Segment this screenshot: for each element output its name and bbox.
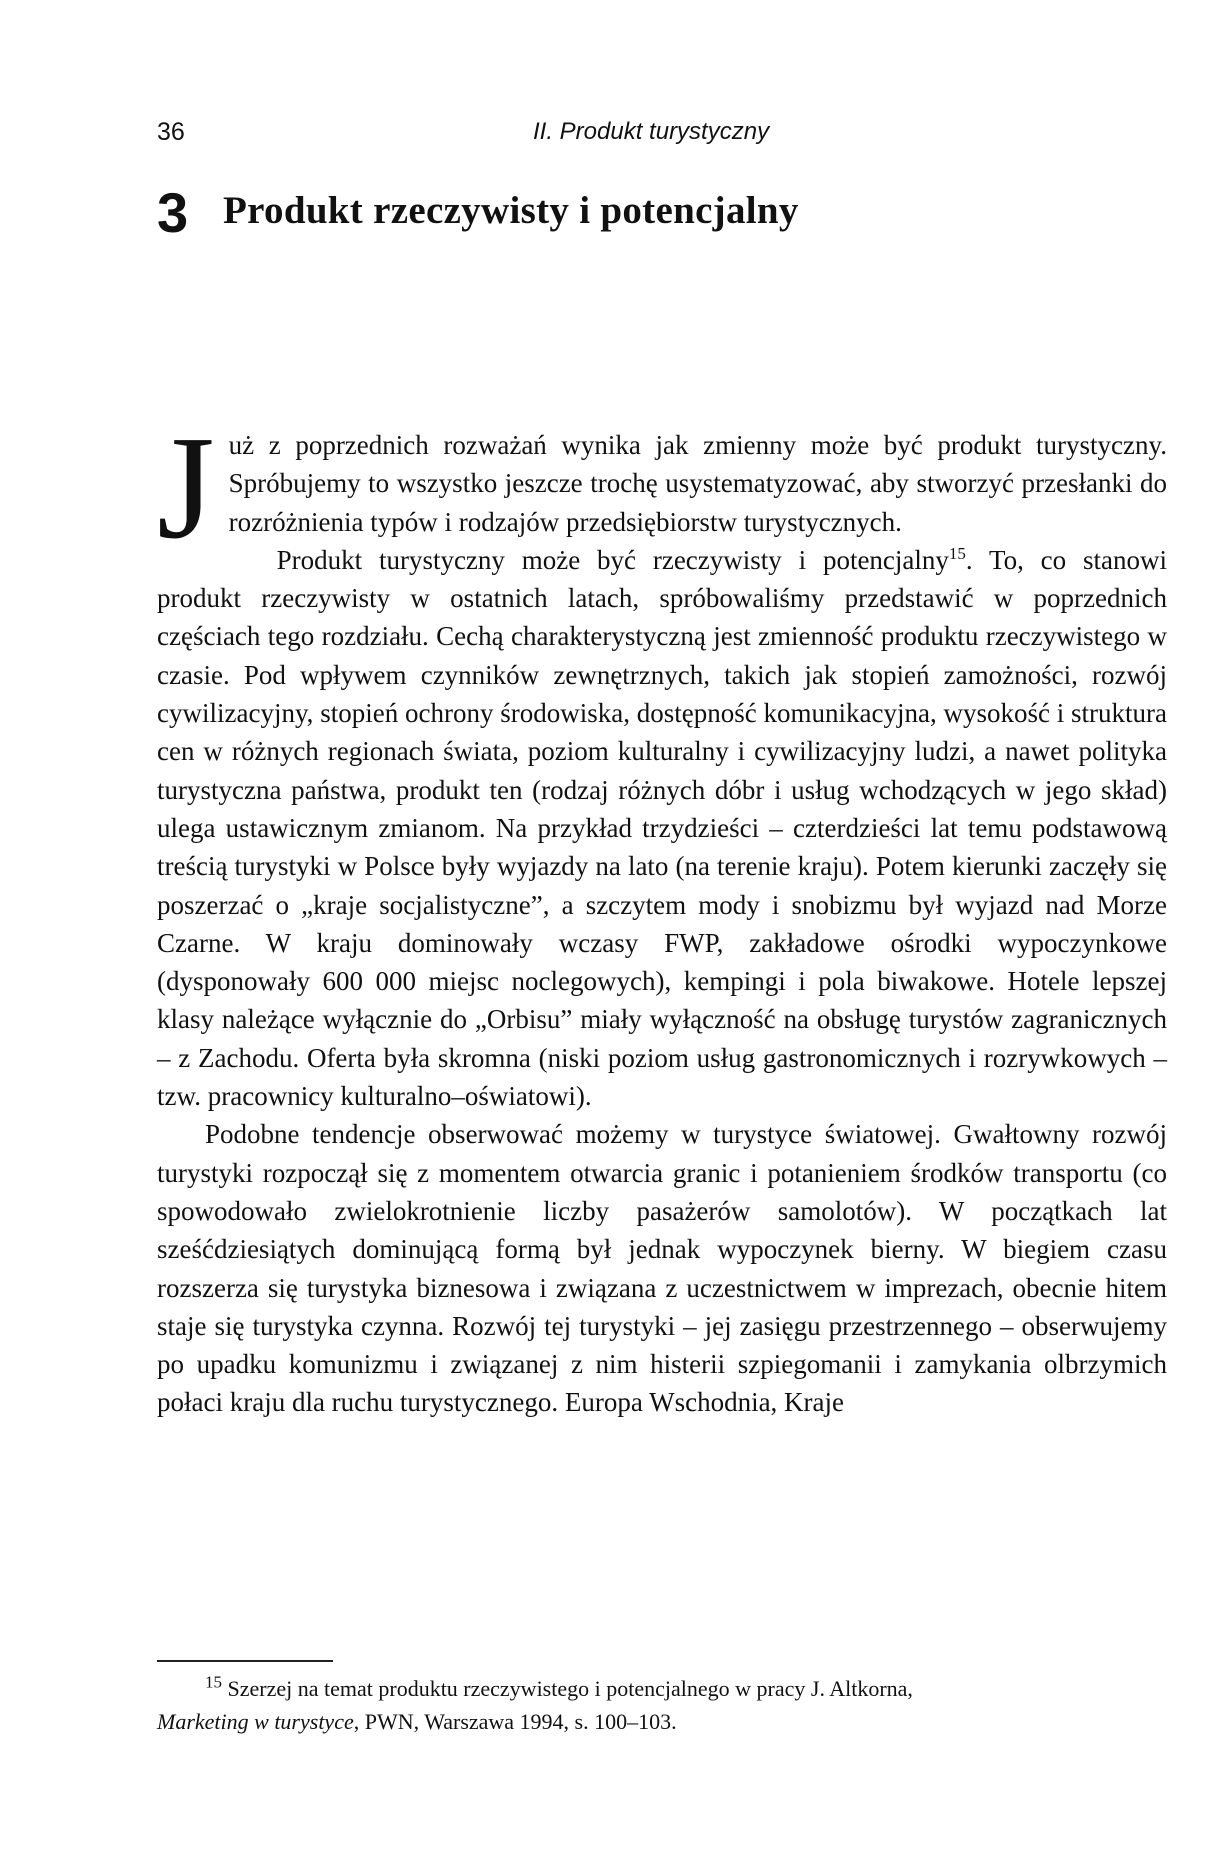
page-number: 36 <box>157 118 185 146</box>
paragraph-product-text: . To, co stanowi produkt rzeczywisty w ostatnich latach, spróbowaliśmy przedstawić w poprzednich częściach tego rozdziału. Cechą charakterystyczną jest zmienność produktu rzeczywistego w czasie. Pod wpływem czynników zewnętrznych, takich jak stopień zamożności, rozwój cywilizacyjny, stopień ochrony środowiska, dostępność komunikacyjna, wysokość i struktura cen w różnych regionach świata, poziom kulturalny i cywilizacyjny ludzi, a nawet polityka turystyczna państwa, produkt ten (rodzaj różnych dóbr i usług wchodzących w jego skład) ulega ustawicznym zmianom. Na przykład trzydzieści – czterdzieści lat temu podstawową treścią turystyki w Polsce były wyjazdy na lato (na terenie kraju). Potem kierunki zaczęły się poszerzać o „kraje socjalistyczne”, a szczytem mody i snobizmu był wyjazd nad Morze Czarne. W kraju dominowały wczasy FWP, zakładowe ośrodki wypoczynkowe (dysponowały 600 000 miejsc noclegowych), kempingi i pola biwakowe. Hotele lepszej klasy należące wyłącznie do „Orbisu” miały wyłączność na obsługę turystów zagranicznych – z Zachodu. Oferta była skromna (niski poziom usług gastronomicznych i rozrywkowych – tzw. pracownicy kulturalno–oświatowi). <box>157 544 1167 1112</box>
footnote-citation-rest: , PWN, Warszawa 1994, s. 100–103. <box>353 1709 677 1734</box>
footnote-ref: 15 <box>948 543 966 563</box>
paragraph-trends: Podobne tendencje obserwować możemy w turystyce światowej. Gwałtowny rozwój turystyki rozpoczął się z momentem otwarcia granic i potanieniem środków transportu (co spowodowało zwielokrotnienie liczby pasażerów samolotów). W początkach lat sześćdziesiątych dominującą formą był jednak wypoczynek bierny. W biegiem czasu rozszerza się turystyka biznesowa i związana z uczestnictwem w imprezach, obecnie hitem staje się turystyka czynna. Rozwój tej turystyki – jej zasięgu przestrzennego – obserwujemy po upadku komunizmu i związanej z nim histerii szpiegomanii i zamykania olbrzymich połaci kraju dla ruchu turystycznego. Europa Wschodnia, Kraje <box>157 1119 1167 1418</box>
footnote-citation <box>157 1705 1167 1738</box>
running-title: II. Produkt turystyczny <box>533 118 770 145</box>
footnote-text: Szerzej na temat produktu rzeczywistego i potencjalnego w pracy J. Altkorna, <box>227 1676 913 1701</box>
running-head <box>157 118 1167 152</box>
chapter-title: Produkt rzeczywisty i potencjalny <box>223 189 799 232</box>
chapter-heading <box>157 183 1167 243</box>
footnote-line <box>157 1672 1167 1705</box>
paragraph-intro-text: uż z poprzednich rozważań wynika jak zmienny może być produkt turystyczny. Spróbujemy to wszystko jeszcze trochę usystematyzować, aby stworzyć przesłanki do rozróżnienia typów i rodzajów przedsiębiorstw turystycznych. <box>228 430 1167 537</box>
drop-cap: J <box>157 406 215 570</box>
paragraph-product-lead: Produkt turystyczny może być rzeczywisty i potencjalny <box>276 544 949 575</box>
footnote-book-title: Marketing w turystyce <box>157 1709 354 1734</box>
paragraph-product <box>157 541 1167 1115</box>
chapter-number: 3 <box>157 181 189 244</box>
footnote <box>157 1672 1167 1738</box>
body-text <box>157 406 1167 1422</box>
footnote-number: 15 <box>205 1672 222 1692</box>
footnote-divider <box>157 1660 333 1662</box>
